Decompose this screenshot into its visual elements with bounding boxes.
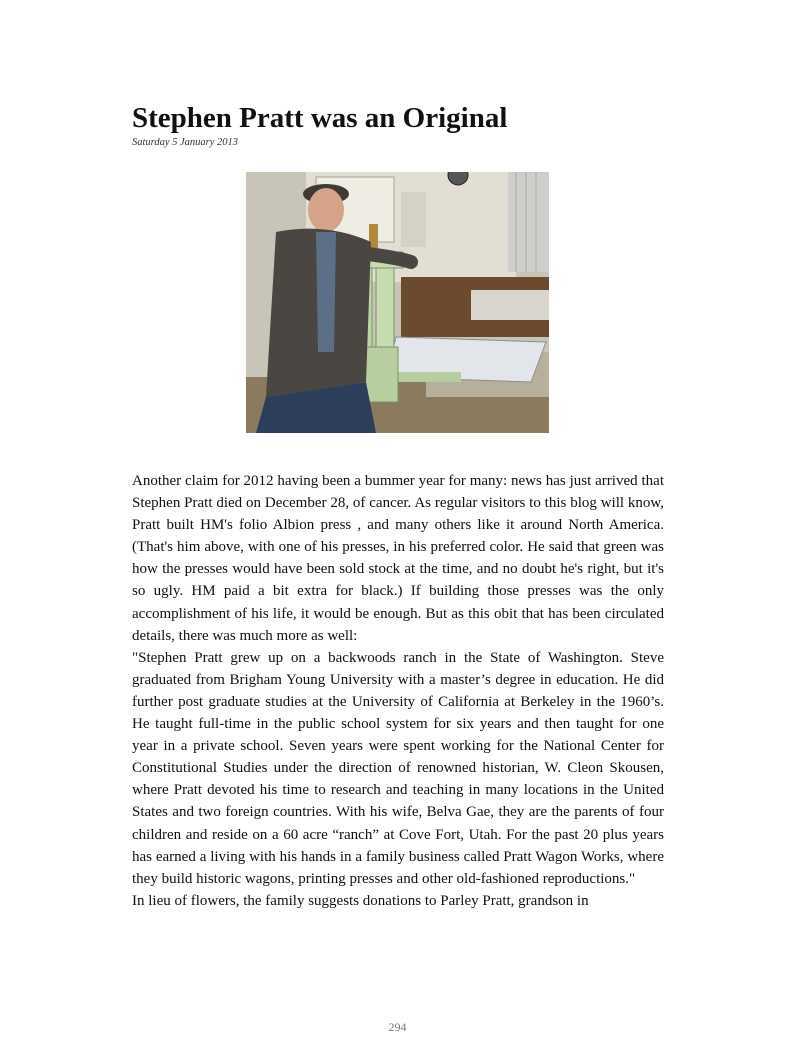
paragraph-donations: In lieu of flowers, the family suggests donations to Parley Pratt, grandson in	[132, 892, 589, 909]
photo-man-with-albion-press	[246, 172, 549, 433]
paragraph-obituary-quote: "Stephen Pratt grew up on a backwoods ranch in the State of Washington. Steve graduated from Brigham Young University with a master’s degree in education. He did further post graduate studies at the University of California at Berkeley in the 1960’s. He taught full-time in the public school system for six years and then taught for one year in a private school. Seven years were spent working for the National Center for Constitutional Studies under the direction of renowned historian, W. Cleon Skousen, where Pratt devoted his time to research and teaching in many locations in the United States and two foreign countries. With his wife, Belva Gae, they are the parents of four children and reside on a 60 acre “ranch” at Cove Fort, Utah. For the past 20 plus years has earned a living with his hands in a family business called Pratt Wagon Works, where they build historic wagons, printing presses and other old-fashioned reproductions."	[132, 649, 664, 887]
paragraph-intro: Another claim for 2012 having been a bummer year for many: news has just arrived that Stephen Pratt died on December 28, of cancer. As regular visitors to this blog will know, Pratt built HM's folio Albion press , and many others like it around North America. (That's him above, with one of his presses, in his preferred color. He said that green was how the presses would have been sold stock at the time, and no doubt he's right, but it's so ugly. HM paid a bit extra for black.) If building those presses was the only accomplishment of his life, it would be enough. But as this obit that has been circulated details, there was much more as well:	[132, 473, 664, 644]
page-number: 294	[388, 1020, 407, 1034]
post-date: Saturday 5 January 2013	[132, 137, 239, 148]
post-title: Stephen Pratt was an Original	[132, 102, 508, 134]
article-body	[132, 470, 664, 912]
